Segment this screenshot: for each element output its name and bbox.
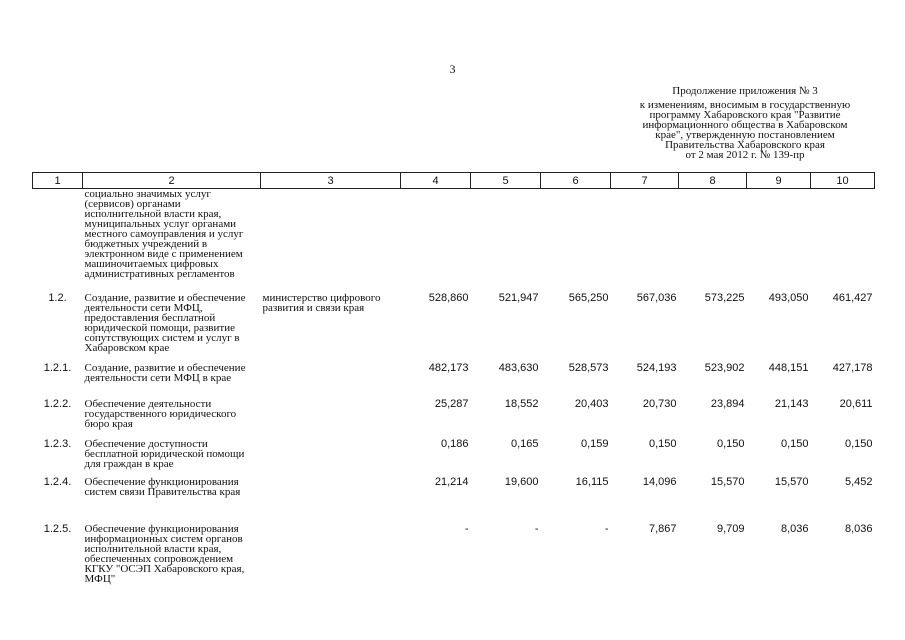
row-value: - [464,523,469,535]
row-value: 524,193 [636,362,677,374]
row-value: 0,150 [716,438,745,450]
column-header: 10 [811,173,875,189]
row-value: 565,250 [568,292,609,304]
row-value: 16,115 [575,476,609,488]
column-header: 2 [83,173,261,189]
row-number: 1.2.1. [43,362,72,374]
column-header: 3 [261,173,401,189]
row-value: 573,225 [704,292,745,304]
row-name: Обеспечение функционирования информационных систем органов исполнительной власти края, обеспеченных сопровождением КГКУ "ОСЭП Хабаровского края, МФЦ" [84,523,245,585]
row-value: 14,096 [642,476,677,488]
continuation-row [33,189,875,294]
row-value: 493,050 [768,292,809,304]
table-row [33,477,875,524]
table-row [33,524,875,584]
column-header: 1 [33,173,83,189]
row-name: Создание, развитие и обеспечение деятельности сети МФЦ, предоставления бесплатной юридической помощи, развитие сопутствующих систем и услуг в Хабаровском крае [84,292,246,354]
row-value: - [604,523,609,535]
row-number: 1.2. [48,292,67,304]
row-value: 5,452 [844,476,873,488]
continuation-text: социально значимых услуг (сервисов) органами исполнительной власти края, муниципальных услуг органами местного самоуправления и услуг бюджетных учреждений в электронном виде с применением машиночитаемых цифровых административных регламентов [84,188,244,280]
row-executor [261,363,401,399]
column-header: 5 [471,173,541,189]
row-value: 528,860 [428,292,469,304]
row-value: 528,573 [568,362,609,374]
table-row [33,363,875,399]
row-value: 25,287 [434,398,469,410]
column-header: 8 [679,173,747,189]
row-name: Обеспечение деятельности государственного юридического бюро края [84,398,237,430]
row-value: 567,036 [636,292,677,304]
row-value: 20,611 [839,398,873,410]
row-value: 20,730 [642,398,677,410]
appendix-line: Правительства Хабаровского края [665,139,825,151]
row-value: 8,036 [780,523,809,535]
row-value: 7,867 [648,523,677,535]
program-table [32,172,875,584]
row-value: 0,150 [648,438,677,450]
row-value: 0,165 [510,438,539,450]
appendix-line: от 2 мая 2012 г. № 139-пр [685,149,805,161]
row-executor: министерство цифрового развития и связи края [262,292,381,314]
row-executor [261,477,401,524]
row-value: 18,552 [504,398,539,410]
table-row [33,439,875,477]
row-value: 483,630 [498,362,539,374]
row-value: 461,427 [832,292,873,304]
row-name: Обеспечение функционирования систем связи Правительства края [84,476,241,498]
appendix-line: крае", утвержденную постановлением [655,129,835,141]
column-header: 9 [747,173,811,189]
table-row [33,399,875,439]
row-number: 1.2.4. [43,476,72,488]
row-value: 0,186 [440,438,469,450]
row-value: 23,894 [710,398,745,410]
row-value: 482,173 [428,362,469,374]
row-value: 15,570 [774,476,809,488]
appendix-line: к изменениям, вносимым в государственную [639,99,851,111]
appendix-header [610,86,880,160]
row-executor [261,524,401,584]
row-value: 21,214 [434,476,469,488]
row-value: 448,151 [768,362,809,374]
row-name: Создание, развитие и обеспечение деятельности сети МФЦ в крае [84,362,246,384]
page-number: 3 [449,62,456,76]
column-header: 7 [611,173,679,189]
row-number: 1.2.2. [43,398,72,410]
row-value: 0,150 [780,438,809,450]
row-value: 9,709 [716,523,745,535]
appendix-line: программу Хабаровского края "Развитие [649,109,841,121]
row-value: - [534,523,539,535]
row-value: 0,150 [844,438,873,450]
column-header: 6 [541,173,611,189]
appendix-line: информационного общества в Хабаровском [642,119,848,131]
row-number: 1.2.3. [43,438,72,450]
row-value: 21,143 [774,398,809,410]
row-value: 427,178 [832,362,873,374]
column-number-row [33,173,875,189]
row-value: 19,600 [504,476,539,488]
row-value: 15,570 [710,476,745,488]
row-value: 20,403 [574,398,609,410]
row-value: 521,947 [498,292,539,304]
row-name: Обеспечение доступности бесплатной юридической помощи для граждан в крае [84,438,245,470]
row-executor [261,399,401,439]
row-value: 8,036 [844,523,873,535]
table-row [33,293,875,363]
row-value: 0,159 [580,438,609,450]
row-executor [261,439,401,477]
appendix-line: Продолжение приложения № 3 [672,85,818,97]
row-number: 1.2.5. [43,523,72,535]
row-value: 523,902 [704,362,745,374]
column-header: 4 [401,173,471,189]
